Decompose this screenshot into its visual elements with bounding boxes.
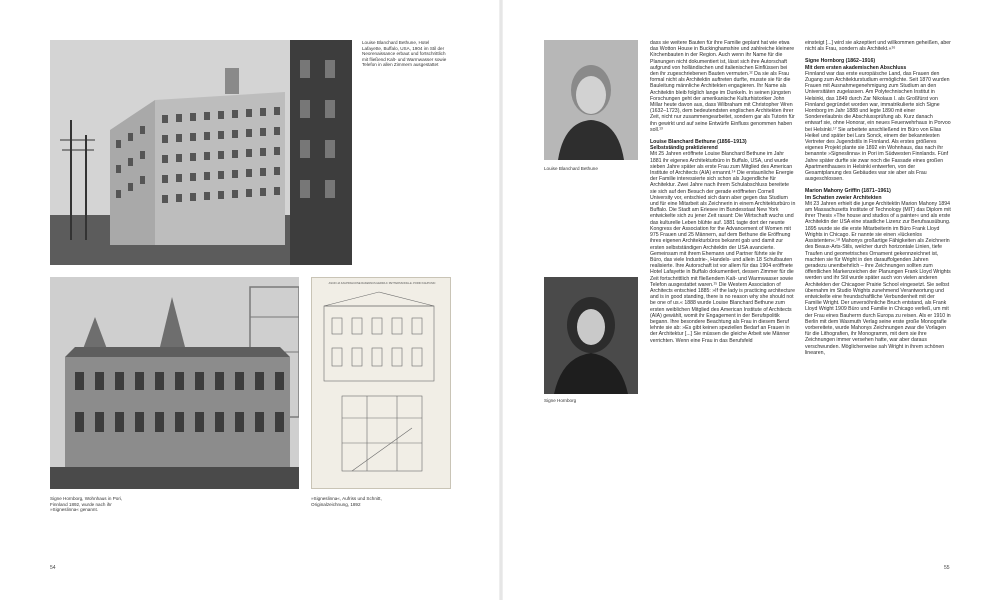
hotel-photo-caption: Louise Blanchard Bethune, Hotel Lafayette, Buffalo, USA, 1904 im Stil der Neorenaissance erbaut und fortschrittlich mit fließend Kalt- und Warmwasser sowie Telefon in allen Zimmern ausgestattet (362, 40, 447, 68)
drawing-header: ASUIN JA KAUPPAHUONE RAKENNUS HERRA F. PETTERSSONILLE. PORIN KAUPUNKI (328, 282, 436, 285)
hotel-lafayette-photo (50, 40, 352, 265)
hotel-lafayette-illustration (50, 40, 352, 265)
signeslinna-villa-photo (50, 277, 299, 489)
drawing-caption: »Signeslinna«, Aufriss und Schnitt, Originalzeichnung, 1892 (311, 496, 382, 507)
signeslinna-drawing (311, 277, 451, 489)
hornborg-portrait-illustration (544, 277, 638, 394)
section-heading: Selbstständig praktizierend (650, 145, 718, 152)
text-column-2 (805, 40, 951, 562)
section-heading: Signe Hornborg (1862–1916) (805, 58, 876, 65)
bethune-caption: Louise Blanchard Bethune (544, 166, 598, 171)
text-column-1 (650, 40, 796, 562)
bethune-portrait (544, 40, 638, 160)
bethune-portrait-illustration (544, 40, 638, 160)
villa-illustration (50, 277, 299, 489)
left-page-number: 54 (50, 565, 56, 571)
body-paragraph: einsteigt [...] wird sie akzeptiert und willkommen geheißen, aber nicht als Frau, sondern als Architekt.«¹⁶ (805, 40, 951, 53)
body-paragraph: Finnland war das erste europäische Land, das Frauen den Zugang zum Architekturstudium ermöglichte. Seit 1870 wurden Frauen mit Ausnahmegenehmigung zum Studium an den Universitäten zugelassen. Am Polytechnischen Institut in Helsinki, das 1849 durch Zar Nikolaus I. als Großfürst von Finnland gegründet worden war, immatrikulierte sich Signe Hornborg im Jahr 1888 und legte 1890 mit einer Sondererlaubnis die Abschlussprüfung ab. Kurz danach entwarf sie, ohne Honorar, ein neues Feuerwehrhaus in Porvoo bei Helsinki.¹⁷ Sie arbeitete anschließend im Büro von Elias Heikel und später bei Lars Sonck, einem der bekanntesten Vertreter des Jugendstils in Finnland. Als erstes größeres eigenes Projekt plante sie 1892 ein Wohnhaus, das nach ihr benannte »Signeslinna« in Pori im Südwesten Finnlands. Fünf Jahre später durfte sie zwar noch die Fassade eines großen Apartmenthauses in Helsinki entwerfen, von der Gesamtplanung des Gebäudes war sie aber als Frau ausgeschlossen. (805, 70, 951, 183)
right-page-number: 55 (944, 565, 950, 571)
section-heading: Louise Blanchard Bethune (1856–1913) (650, 139, 747, 146)
hornborg-caption: Signe Hornborg (544, 398, 577, 403)
villa-photo-caption: Signe Hornborg, Wohnhaus in Pori, Finnland 1892, wurde nach ihr »Signeslinna« genannt. (50, 496, 123, 513)
hornborg-portrait (544, 277, 638, 394)
section-heading: Im Schatten zweier Architekten (805, 194, 882, 201)
book-gutter (499, 0, 503, 600)
drawing-illustration (312, 278, 451, 489)
body-paragraph: Mit 25 Jahren eröffnete Louise Blanchard Bethune im Jahr 1881 ihr eigenes Architekturbüro in Buffalo, USA, und wurde sieben Jahre später als erste Frau zum Mitglied des American Institute of Architects (AIA) ernannt.¹⁴ Die erstaunliche Energie der Familie interessierte sich schon als Jugendliche für Architektur. Zwei Jahre nach ihrem Schulabschluss bereitete sie sich auf den Besuch der gerade eröffneten Cornell University vor, entschied sich dann aber gegen das Studium und für eine Mitarbeit als Zeichnerin in einem Architekturbüro in Buffalo. Die Stadt am Eriesee im Bundesstaat New York entwickelte sich zu jener Zeit rasant: Die Wirtschaft wuchs und das kulturelle Leben blühte auf. 1881 tagte dort der neunte Kongress der Association for the Advancement of Women mit 975 Frauen und 25 Männern, auf dem Bethune die Eröffnung ihres eigenen Architekturbüros bekannt gab und damit zur ersten selbstständigen Architektin der USA avancierte. Gemeinsam mit ihrem Ehemann und Partner führte sie ihr Büro, das viele Industrie-, Handels- und allein 18 Schulbauten realisierte. Ihre Autorschaft ist vor allem für das 1904 eröffnete Hotel Lafayette in Buffalo dokumentiert, dessen Zimmer für die Zeit fortschrittlich mit fließendem Kalt- und Warmwasser sowie Telefon ausgestattet waren.¹⁵ Die Western Association of Architects entschied 1885: »If the lady is practicing architecture and is in good standing, there is no reason why she should not be one of us.« 1888 wurde Louise Blanchard Bethune zum ersten weiblichen Mitglied des American Institute of Architects (AIA) gewählt, womit ihr Engagement in der Berufspolitik begann. Ihre besondere Beachtung als Frau in diesem Beruf lehnte sie ab: »Es gibt keinen speziellen Bedarf an Frauen in der Architektur [...] Sie müssen die gleiche Arbeit wie Männer verrichten. Wenn eine Frau in das Berufsfeld (650, 151, 796, 344)
section-heading: Mit dem ersten akademischen Abschluss (805, 64, 907, 71)
body-paragraph: dass sie weitere Bauten für ihre Familie geplant hat wie etwa das Wotton House in Buckinghamshire und zahlreiche kleinere Kirchenbauten in der Region. Auch wenn ihr Name für die Planungen nicht dokumentiert ist, lässt sich ihre Autorschaft aufgrund von holländischen und italienischen Einflüssen bei den ihr zugeschriebenen Bauten vermuten.¹² Da sie als Frau formal nicht als Architektin auftreten durfte, musste sie für die Bauleitung männliche Architekten engagieren. Ihr Name als Architektin bleib folglich lange im Dunkeln. In seinen jüngsten Forschungen geht der amerikanische Kulturhistoriker John Millar heute davon aus, dass Wilbraham mit Christopher Wren (1632–1723), dem bedeutendsten englischen Architekten ihrer Zeit, nicht nur zusammengearbeitet, sondern gar als Tutorin für ihn gewirkt und auf seine Entwürfe Einfluss genommen haben soll.¹³ (650, 40, 795, 133)
body-paragraph: Mit 23 Jahren erhielt die junge Architektin Marion Mahony 1894 am Massachusetts Institute of Technology (MIT) das Diplom mit ihrer Thesis »The house and studios of a painter« und als erste Architektin der USA eine staatliche Lizenz zur Berufsausübung. 1895 wurde sie die erste Mitarbeiterin im Büro Frank Lloyd Wrights in Chicago. Er nannte sie einen »lückenlos Assistenten«.¹⁸ Mahonys großartige Fähigkeiten als Zeichnerin des Beaux-Arts-Stils, welcher durch horizontale Linien, tiefe Traufen und geometrisches Ornament gekennzeichnet ist, machten sie für Wright in den darauffolgenden Jahren geradezu unentbehrlich – ihre Zeichnungen sollten zum öffentlichen Markenzeichen der Planungen Frank Lloyd Wrights werden und ihr Stil wurde später auch von vielen anderen Architekten der Chicagoer Prairie School eingesetzt. Sie selbst übernahm im Studio Wrights zunehmend Verantwortung und entwickelte eine freundschaftliche Verbundenheit mit der Familie Wright. Der unversöhnliche Bruch entstand, als Frank Lloyd Wright 1909 Büro und Familie in Chicago verließ, um mit der Frau eines Bauherrn durch Europa zu reisen. Als er 1910 in Berlin mit dem Wasmuth Verlag seine erste große Monografie vorbereitete, wurde Mahonys Zeichnungen zwar die Vorlagen für die Lithografien, ihr Monogramm, mit dem sie ihre Zeichnungen immer versehen hatte, war aber daraus verschwunden. Möglicherweise sah Wright in ihrem schönen linearen, (805, 200, 951, 356)
section-heading: Marion Mahony Griffin (1871–1961) (805, 188, 891, 195)
